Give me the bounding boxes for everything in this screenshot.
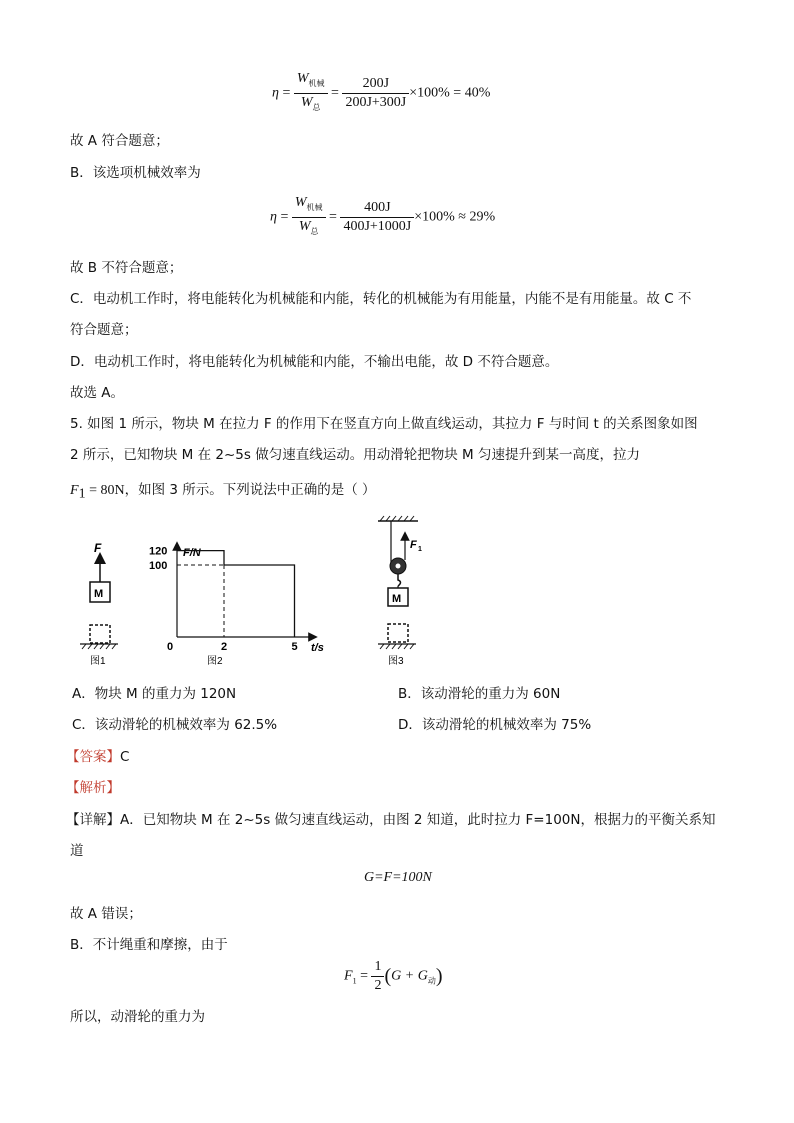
equals: = <box>356 968 372 984</box>
block-label: M <box>94 588 104 600</box>
origin-label: 0 <box>167 641 174 653</box>
text-line: 故 A 错误； <box>70 906 142 922</box>
y-axis-label: F/N <box>183 547 201 559</box>
value-fraction: $\frac{400J}{400J+1000J}$ <box>340 199 414 236</box>
equation-tail: ×100% ≈ 29% <box>414 209 496 225</box>
ground-hatch <box>380 644 414 649</box>
figure-caption: 图1 <box>90 656 106 667</box>
question-5-line1: 5. 如图 1 所示，物块 M 在拉力 F 的作用下在竖直方向上做直线运动，其拉力 F 与时间 t 的关系图象如图 <box>70 416 698 432</box>
block-ghost <box>388 624 408 642</box>
x-axis-label: t/s <box>311 642 324 654</box>
inner-subscript: 动 <box>427 976 436 986</box>
option-d[interactable]: D．该动滑轮的机械效率为 75% <box>398 717 592 733</box>
y-tick-label: 100 <box>149 560 168 572</box>
value-fraction: $\frac{200J}{200J+300J}$ <box>342 75 409 112</box>
figure-caption: 图2 <box>207 656 223 667</box>
answer-line <box>66 745 129 765</box>
equation-efficiency-b: η = $\frac{W_{机械}}{W_总}$ = $\frac{400J}{400J+1000J}$ ×100% ≈ 29% <box>270 194 495 241</box>
figure-2-chart <box>145 538 335 670</box>
x-tick-label: 5 <box>291 641 298 653</box>
eta-symbol: η <box>272 85 279 101</box>
answer-value: C <box>120 749 130 765</box>
force-label: F <box>410 539 417 551</box>
detail-label: 【详解】 <box>66 812 120 828</box>
block-label: M <box>392 593 402 605</box>
pulley-axle <box>396 564 401 569</box>
figure-1 <box>76 538 136 670</box>
text-line: 故 B 不符合题意； <box>70 260 183 276</box>
text-line: 符合题意； <box>70 322 138 338</box>
text-line: D．电动机工作时，将电能转化为机械能和内能，不输出电能，故 D 不符合题意。 <box>70 354 559 370</box>
text-line: 故 A 符合题意； <box>70 133 169 149</box>
figure-3 <box>370 512 440 670</box>
text-line: B．该选项机械效率为 <box>70 165 201 181</box>
detail-text: A．已知物块 M 在 2~5s 做匀速直线运动，由图 2 知道，此时拉力 F=100N，根据力的平衡关系知 <box>120 812 716 828</box>
text-line: 故选 A。 <box>70 385 125 401</box>
question-5-line3: $F_1 = 80N$，如图 3 所示。下列说法中正确的是（ ） <box>70 482 376 502</box>
detail-line1 <box>66 808 715 828</box>
lhs-subscript: 1 <box>352 976 357 986</box>
question-5-line2: 2 所示，已知物块 M 在 2~5s 做匀速直线运动。用动滑轮把物块 M 匀速提升到某一高度，拉力 <box>70 447 640 463</box>
force-subscript: 1 <box>418 546 422 553</box>
ground-hatch <box>82 644 116 649</box>
half-fraction: $\frac{1}{2}$ <box>371 958 384 995</box>
y-tick-label: 120 <box>149 545 168 558</box>
text-line: C．电动机工作时，将电能转化为机械能和内能，转化的机械能为有用能量，内能不是有用能量。故 C 不 <box>70 291 692 307</box>
work-ratio-fraction: $\frac{W_{机械}}{W_总}$ <box>294 70 328 117</box>
equation-gravity: G=F=100N <box>364 870 432 885</box>
inner-expression: G + G <box>391 968 428 984</box>
block-ghost <box>90 625 110 643</box>
figure-caption: 图3 <box>388 656 404 667</box>
option-b[interactable]: B．该动滑轮的重力为 60N <box>398 686 561 702</box>
detail-line2: 道 <box>70 843 84 859</box>
equation-tail: ×100% = 40% <box>409 85 491 101</box>
equation-efficiency-a: η = $\frac{W_{机械}}{W_总}$ = $\frac{200J}{200J+300J}$ ×100% = 40% <box>272 70 490 117</box>
pulley-hook <box>398 574 401 586</box>
text-line: B．不计绳重和摩擦，由于 <box>70 937 228 953</box>
text-line: 所以，动滑轮的重力为 <box>70 1009 205 1025</box>
option-c[interactable]: C．该动滑轮的机械效率为 62.5% <box>72 717 278 733</box>
equation-pulley-force: $F_1$ = $\frac{1}{2}$ $(G + G_动)$ <box>344 959 443 993</box>
answer-label: 【答案】 <box>66 749 120 765</box>
series-line <box>177 551 295 637</box>
work-ratio-fraction: $\frac{W_{机械}}{W_总}$ <box>292 194 326 241</box>
option-a[interactable]: A．物块 M 的重力为 120N <box>72 686 237 702</box>
lhs: F <box>344 968 353 984</box>
x-tick-label: 2 <box>221 641 228 653</box>
analysis-label: 【解析】 <box>66 780 120 796</box>
force-label: F <box>94 541 102 555</box>
